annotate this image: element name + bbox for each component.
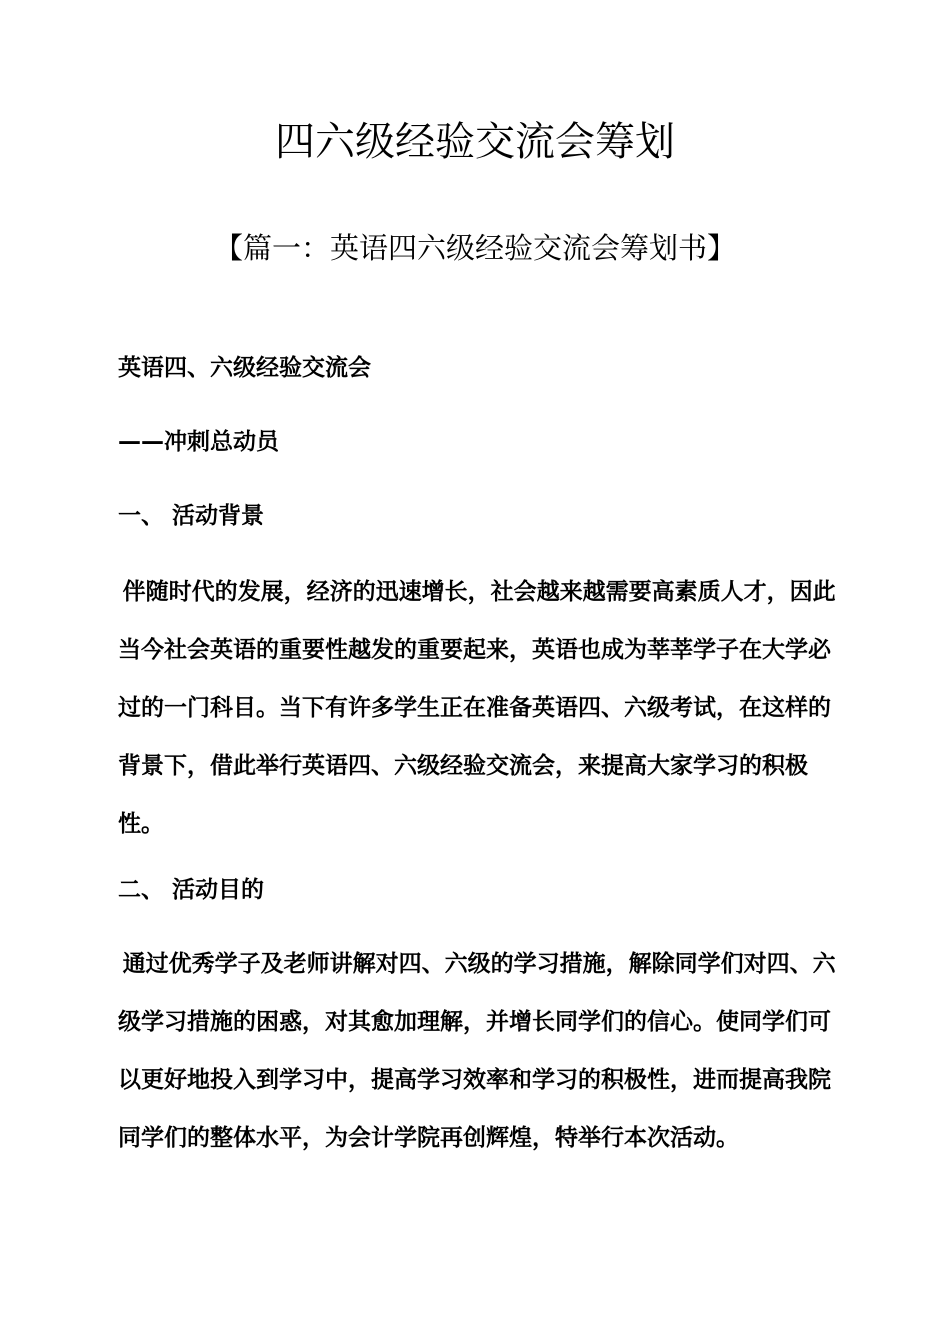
section-heading-background: 一、 活动背景 — [118, 503, 265, 529]
section-body-purpose: 通过优秀学子及老师讲解对四、六级的学习措施，解除同学们对四、六级学习措施的困惑，对其愈加理解，并增长同学们的信心。使同学们可以更好地投入到学习中，提高学习效率和学习的积极性，进而提高我院同学们的整体水平，为会计学院再创辉煌，特举行本次活动。 — [118, 951, 836, 1151]
document-subtitle: 【篇一：英语四六级经验交流会筹划书】 — [213, 231, 736, 265]
event-slogan: ——冲刺总动员 — [118, 429, 279, 455]
section-heading-purpose: 二、 活动目的 — [118, 877, 265, 903]
section-body-background: 伴随时代的发展，经济的迅速增长，社会越来越需要高素质人才，因此当今社会英语的重要性越发的重要起来，英语也成为莘莘学子在大学必过的一门科目。当下有许多学生正在准备英语四、六级考试，在这样的背景下，借此举行英语四、六级经验交流会，来提高大家学习的积极性。 — [118, 579, 836, 837]
document-title: 四六级经验交流会筹划 — [275, 119, 675, 165]
event-name: 英语四、六级经验交流会 — [118, 355, 371, 381]
